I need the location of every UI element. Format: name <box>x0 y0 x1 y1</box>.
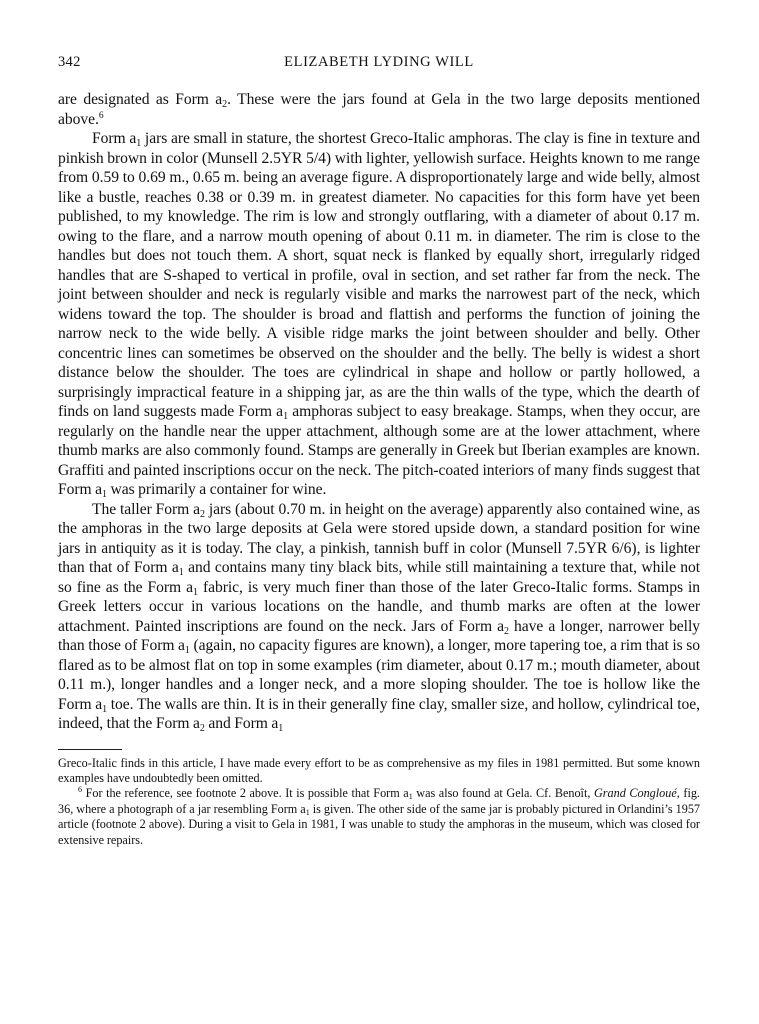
paragraph-1: are designated as Form $a_2$. These were the jars found at Gela in the two large deposits mentioned above.$^6$ <box>58 91 700 128</box>
body-text <box>58 90 700 734</box>
footnote-continuation: Greco-Italic finds in this article, I have made every effort to be as comprehensive as my files in 1981 permitted. But some known examples have undoubtedly been omitted. <box>58 755 700 785</box>
paragraph-2: Form $a_1$ jars are small in stature, the shortest Greco-Italic amphoras. The clay is fine in texture and pinkish brown in color (Munsell 2.5YR 5/4) with lighter, yellowish surface. Heights known to me range from 0.59 to 0.69 m., 0.65 m. being an average figure. A disproportionately large and wide belly, almost like a bustle, reaches 0.38 or 0.39 m. in greatest diameter. No capacities for this form have yet been published, to my knowledge. The rim is low and strongly outflaring, with a diameter of about 0.17 m. owing to the flare, and a narrow mouth opening of about 0.11 m. in diameter. The rim is close to the handles but does not touch them. A short, squat neck is flanked by equally short, irregularly ridged handles that are S-shaped to vertical in profile, oval in section, and set rather far from the neck. The joint between shoulder and neck is regularly visible and marks the narrowest part of the neck, which widens toward the top. The shoulder is broad and flattish and performs the function of joining the narrow neck to the wide belly. A visible ridge marks the joint between shoulder and belly. Other concentric lines can sometimes be observed on the shoulder and the belly. The belly is widest a short distance below the shoulder. The toes are cylindrical in shape and hollow or partly hollowed, a surprisingly impractical feature in a shipping jar, as are the thin walls of the type, which the dearth of finds on land suggests made Form $a_1$ amphoras subject to easy breakage. Stamps, when they occur, are regularly on the handle near the upper attachment, although some are at the lower attachment, where thumb marks are also commonly found. Stamps are generally in Greek but Iberian examples are known. Graffiti and painted inscriptions occur on the neck. The pitch-coated interiors of many finds suggest that Form $a_1$ was primarily a container for wine. <box>58 130 701 500</box>
page <box>58 54 700 848</box>
paragraph-3: The taller Form $a_2$ jars (about 0.70 m. in height on the average) apparently also contained wine, as the amphoras in the two large deposits at Gela were stored upside down, a standard position for wine jars in antiquity as it is today. The clay, a pinkish, tannish buff in color (Munsell 7.5YR 6/6), is lighter than that of Form $a_1$ and contains many tiny black bits, while still maintaining a texture that, while not so fine as the Form $a_1$ fabric, is very much finer than those of the later Greco-Italic forms. Stamps in Greek letters occur in various locations on the handle, and thumb marks are often at the lower attachment. Painted inscriptions are found on the neck. Jars of Form $a_2$ have a longer, narrower belly than those of Form $a_1$ (again, no capacity figures are known), a longer, more tapering toe, a rim that is so flared as to be almost flat on top in some examples (rim diameter, about 0.17 m.; mouth diameter, about 0.11 m.), longer handles and a longer neck, and a more sloping shoulder. The toe is hollow like the Form $a_1$ toe. The walls are thin. It is in their generally fine clay, smaller size, and hollow, cylindrical toe, indeed, that the Form $a_2$ and Form $a_1$ <box>58 500 700 734</box>
page-header <box>58 54 700 78</box>
footnote-divider <box>58 749 122 750</box>
footnote-6: $^6$ For the reference, see footnote 2 above. It is possible that Form $a_1$ was also found at Gela. Cf. Benoît, Grand Congloué, fig. 36, where a photograph of a jar resembling Form $a_1$ is given. The other side of the same jar is probably pictured in Orlandini’s 1957 article (footnote 2 above). During a visit to Gela in 1981, I was unable to study the amphoras in the museum, which was closed for extensive repairs. <box>58 785 701 847</box>
footnotes <box>58 756 700 848</box>
running-title: ELIZABETH LYDING WILL <box>284 54 474 70</box>
page-number: 342 <box>58 54 81 70</box>
footnote-ref-6: 6 <box>98 110 104 121</box>
cited-title: Grand Congloué <box>593 786 677 801</box>
